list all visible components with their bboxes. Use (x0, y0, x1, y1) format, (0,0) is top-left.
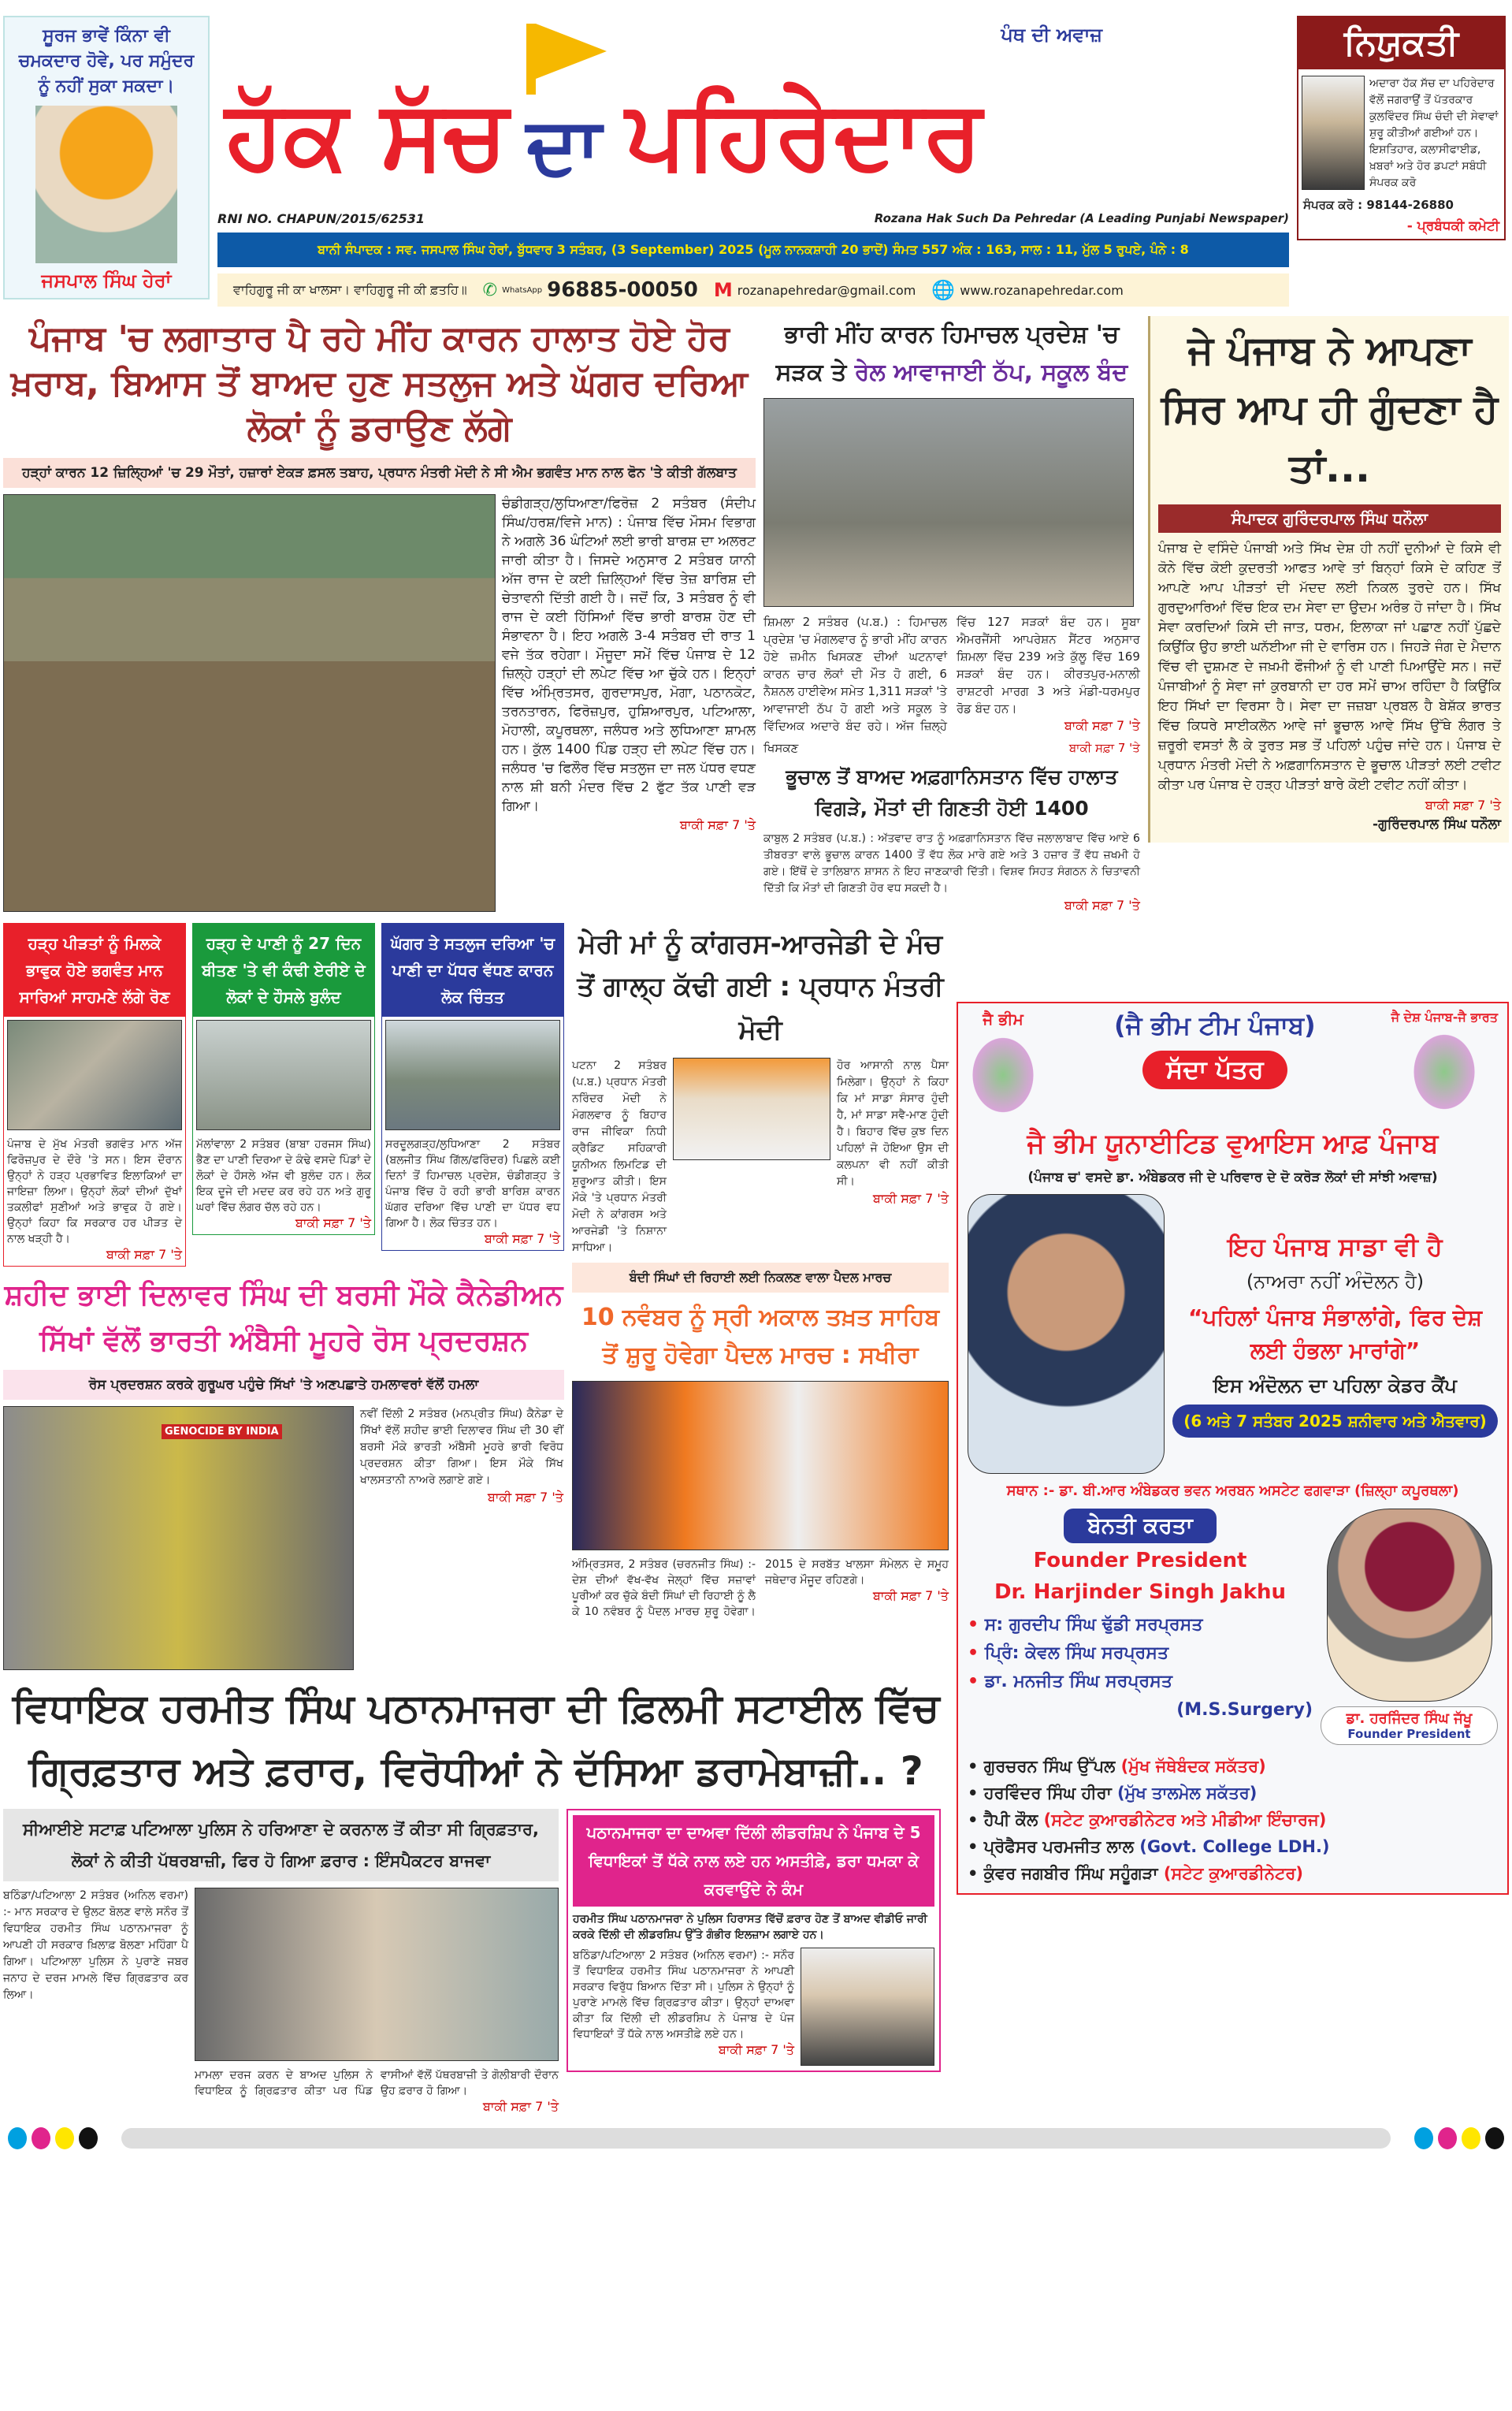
member-role: (ਮੁੱਖ ਤਾਲਮੇਲ ਸਕੱਤਰ) (1117, 1783, 1258, 1803)
jakhu-caption-title: Founder President (1347, 1726, 1471, 1741)
ad-invite-badge: ਸੱਦਾ ਪੱਤਰ (1142, 1051, 1287, 1090)
marks-right (1414, 2127, 1504, 2149)
patron-item: • ਪ੍ਰਿੰ: ਕੇਵਲ ਸਿੰਘ ਸਰਪ੍ਰਸਤ (968, 1643, 1169, 1663)
globe-icon: 🌐 (931, 279, 956, 301)
pink-content (573, 1948, 934, 2066)
flag-block (526, 24, 607, 197)
english-name: Rozana Hak Such Da Pehredar (A Leading Punjabi Newspaper) (874, 211, 1289, 225)
member-item: • ਹਰਵਿੰਦਰ ਸਿੰਘ ਹੀਰਾ (ਮੁੱਖ ਤਾਲਮੇਲ ਸਕੱਤਰ) (968, 1783, 1258, 1803)
website-group (931, 279, 1123, 301)
masthead-title (217, 16, 1289, 205)
ad-top-right (1391, 1010, 1498, 1115)
march-headline: 10 ਨਵੰਬਰ ਨੂੰ ਸ੍ਰੀ ਅਕਾਲ ਤਖ਼ਤ ਸਾਹਿਬ ਤੋਂ ਸ਼ੁਰੂ ਹੋਵੇਗਾ ਪੈਦਲ ਮਾਰਚ : ਸਖੀਰਾ (581, 1304, 940, 1370)
ad-members (968, 1753, 1498, 1887)
yellow-mark-icon (1462, 2127, 1480, 2149)
ad-patrons (968, 1611, 1313, 1725)
story-box (192, 923, 375, 1235)
magenta-mark-icon (32, 2127, 50, 2149)
ad-people-left (968, 1509, 1313, 1725)
ad-slogan-3: “ਪਹਿਲਾਂ ਪੰਜਾਬ ਸੰਭਾਲਾਂਗੇ, ਫਿਰ ਦੇਸ਼ ਲਈ ਹੰਭਲਾ ਮਾਰਾਂਗੇ” (1188, 1304, 1482, 1364)
story-box-photo (7, 1020, 182, 1130)
ad-people (968, 1509, 1498, 1745)
member-name: ਗੁਰਚਰਨ ਸਿੰਘ ਉੱਪਲ (983, 1756, 1116, 1776)
protest-banner: GENOCIDE BY INDIA (162, 1424, 282, 1439)
founder-quote: ਸੂਰਜ ਭਾਵੇਂ ਕਿੰਨਾ ਵੀ ਚਮਕਦਾਰ ਹੋਵੇ, ਪਰ ਸਮੁੰਦਰ ਨੂੰ ਨਹੀਂ ਸੁਕਾ ਸਕਦਾ। (18, 26, 195, 96)
continued-link[interactable]: ਬਾਕੀ ਸਫ਼ਾ 7 'ਤੇ (872, 1588, 949, 1604)
dilawar-subhead: ਰੋਸ ਪ੍ਰਦਰਸ਼ਨ ਕਰਕੇ ਗੁਰੂਘਰ ਪਹੁੰਚੇ ਸਿੱਖਾਂ 'ਤੇ ਅਣਪਛਾਤੇ ਹਮਲਾਵਰਾਂ ਵੱਲੋਂ ਹਮਲਾ (3, 1370, 564, 1400)
magenta-mark-icon (1438, 2127, 1457, 2149)
himachal-lead-end: ਖਿਸਕਣ (763, 741, 799, 755)
afghan-headline: ਭੂਚਾਲ ਤੋਂ ਬਾਅਦ ਅਫ਼ਗਾਨਿਸਤਾਨ ਵਿੱਚ ਹਾਲਾਤ ਵਿਗੜੇ, ਮੌਤਾਂ ਦੀ ਗਿਣਤੀ ਹੋਈ 1400 (786, 765, 1118, 820)
member-item: • ਕੁੰਵਰ ਜਗਬੀਰ ਸਿੰਘ ਸਹੂੰਗੜਾ (ਸਟੇਟ ਕੁਆਰਡੀਨੇਟਰ) (968, 1863, 1304, 1883)
member-role: (ਸਟੇਟ ਕੁਆਰਡੀਨੇਟਰ ਅਤੇ ਮੀਡੀਆ ਇੰਚਾਰਜ) (1043, 1810, 1327, 1829)
member-role: (Govt. College LDH.) (1139, 1836, 1330, 1856)
continued-link[interactable]: ਬਾਕੀ ਸਫ਼ਾ 7 'ਤੇ (487, 1490, 563, 1505)
second-row (3, 316, 1509, 913)
pathanmajra-body-2 (195, 2067, 559, 2115)
jakhu-portrait (1327, 1509, 1492, 1702)
modi-story (572, 923, 949, 1256)
ad-corner-left: ਜੈ ਭੀਮ (983, 1010, 1023, 1029)
ad-dates: (6 ਅਤੇ 7 ਸਤੰਬਰ 2025 ਸ਼ਨੀਵਾਰ ਅਤੇ ਐਤਵਾਰ) (1172, 1405, 1498, 1438)
lower-row (3, 923, 1509, 2115)
continued-link[interactable]: ਬਾਕੀ ਸਫ਼ਾ 7 'ਤੇ (1425, 798, 1501, 813)
story-box (3, 923, 186, 1267)
story-box-body-text: ਮੱਲਾਂਵਾਲਾ 2 ਸਤੰਬਰ (ਬਾਬਾ ਹਰਜਸ ਸਿੰਘ) ਭੈਣ ਦਾ ਪਾਣੀ ਦਿਰਆ ਦੇ ਕੰਢੇ ਵਸਦੇ ਪਿੰਡਾਂ ਦੇ ਲੋਕਾਂ ਦੇ ਹੌਸਲੇ ਅੱਜ ਵੀ ਬੁਲੰਦ ਹਨ। ਲੋਕ ਇਕ ਦੂਜੇ ਦੀ ਮਦਦ ਕਰ ਰਹੇ ਹਨ ਅਤੇ ਗੁਰੂ ਘਰਾਂ ਵਿੱਚ ਲੰਗਰ ਚੱਲ ਰਹੇ ਹਨ। (196, 1138, 371, 1214)
yellow-mark-icon (55, 2127, 74, 2149)
member-role: (ਸਟੇਟ ਕੁਆਰਡੀਨੇਟਰ) (1163, 1863, 1304, 1883)
afghan-body (763, 831, 1140, 913)
flood-body (502, 494, 756, 912)
story-box-body-text: ਪੰਜਾਬ ਦੇ ਮੁੱਖ ਮੰਤਰੀ ਭਗਵੰਤ ਮਾਨ ਅੱਜ ਫਿਰੋਜ਼ਪੁਰ ਦੇ ਦੌਰੇ 'ਤੇ ਸਨ। ਇਸ ਦੌਰਾਨ ਉਨ੍ਹਾਂ ਨੇ ਹੜ੍ਹ ਪ੍ਰਭਾਵਿਤ ਇਲਾਕਿਆਂ ਦਾ ਜਾਇਜ਼ਾ ਲਿਆ। ਉਨ੍ਹਾਂ ਲੋਕਾਂ ਦੀਆਂ ਦੁੱਖਾਂ ਤਕਲੀਫਾਂ ਸੁਣੀਆਂ ਅਤੇ ਭਾਵੁਕ ਹੋ ਗਏ। ਉਨ੍ਹਾਂ ਕਿਹਾ ਕਿ ਸਰਕਾਰ ਹਰ ਪੀੜਤ ਦੇ ਨਾਲ ਖੜ੍ਹੀ ਹੈ। (7, 1138, 182, 1245)
marks-left (8, 2127, 98, 2149)
member-item: • ਪ੍ਰੋਫੈਸਰ ਪਰਮਜੀਤ ਲਾਲ (Govt. College LDH.) (968, 1836, 1330, 1856)
pathanmajra-content (3, 1888, 559, 2115)
story-box-headline: ਹੜ੍ਹ ਦੇ ਪਾਣੀ ਨੂੰ 27 ਦਿਨ ਬੀਤਣ 'ਤੇ ਵੀ ਕੰਢੀ ਏਰੀਏ ਦੇ ਲੋਕਾਂ ਦੇ ਹੌਸਲੇ ਬੁਲੰਦ (193, 924, 374, 1017)
patron-item: • ਡਾ. ਮਨਜੀਤ ਸਿੰਘ ਸਰਪ੍ਰਸਤ (968, 1671, 1172, 1691)
email-group (714, 279, 916, 301)
appointment-sign: - ਪ੍ਰਬੰਧਕੀ ਕਮੇਟੀ (1406, 218, 1499, 234)
ad-team: (ਜੈ ਭੀਮ ਟੀਮ ਪੰਜਾਬ) (1113, 1010, 1316, 1040)
continued-link[interactable]: ਬਾਕੀ ਸਫ਼ਾ 7 'ਤੇ (679, 817, 756, 832)
masthead-title-1: ਹੱਕ ਸੱਚ (225, 80, 508, 190)
motto: ਵਾਹਿਗੁਰੂ ਜੀ ਕਾ ਖਾਲਸਾ। ਵਾਹਿਗੁਰੂ ਜੀ ਕੀ ਫ਼ਤਹਿ॥ (233, 282, 467, 297)
himachal-headline-line2b: ਰੇਲ ਆਵਾਜਾਈ ਠੱਪ, ਸਕੂਲ ਬੰਦ (854, 359, 1128, 386)
patron-name: ਡਾ. ਮਨਜੀਤ ਸਿੰਘ ਸਰਪ੍ਰਸਤ (984, 1671, 1172, 1691)
himachal-body-text: ਸ਼ਿਮਲਾ 2 ਸਤੰਬਰ (ਪ.ਬ.) : ਹਿਮਾਚਲ ਪ੍ਰਦੇਸ਼ 'ਚ ਮੰਗਲਵਾਰ ਨੂੰ ਭਾਰੀ ਮੀਂਹ ਕਾਰਨ ਹੋਏ ਜ਼ਮੀਨ ਖਿਸਕਣ ਦੀਆਂ ਘਟਨਾਵਾਂ ਕਾਰਨ ਚਾਰ ਲੋਕਾਂ ਦੀ ਮੌਤ ਹੋ ਗਈ, 6 ਨੈਸ਼ਨਲ ਹਾਈਵੇਅ ਸਮੇਤ 1,311 ਸੜਕਾਂ 'ਤੇ ਆਵਾਜਾਈ ਠੱਪ ਹੋ ਗਈ ਅਤੇ ਸਕੂਲ ਤੇ ਵਿੱਦਿਅਕ ਅਦਾਰੇ ਬੰਦ ਰਹੇ। ਅੱਜ ਜ਼ਿਲ੍ਹੇ ਵਿੱਚ 127 ਸੜਕਾਂ ਬੰਦ ਹਨ। ਸੂਬਾ ਐਮਰਜੈਂਸੀ ਆਪਰੇਸ਼ਨ ਸੈਂਟਰ ਅਨੁਸਾਰ ਸ਼ਿਮਲਾ ਵਿੱਚ 239 ਅਤੇ ਕੁੱਲੂ ਵਿੱਚ 169 ਸੜਕਾਂ ਬੰਦ ਹਨ। ਕੀਰਤਪੁਰ-ਮਨਾਲੀ ਰਾਸ਼ਟਰੀ ਮਾਰਗ 3 ਅਤੇ ਮੰਡੀ-ਧਰਮਪੁਰ ਰੋਡ ਬੰਦ ਹਨ। (763, 615, 1140, 733)
pink-lede: ਹਰਮੀਤ ਸਿੰਘ ਪਠਾਨਮਾਜਰਾ ਨੇ ਪੁਲਿਸ ਹਿਰਾਸਤ ਵਿੱਚੋਂ ਫ਼ਰਾਰ ਹੋਣ ਤੋਂ ਬਾਅਦ ਵੀਡੀਓ ਜਾਰੀ ਕਰਕੇ ਦਿੱਲੀ ਦੀ ਲੀਡਰਸ਼ਿਪ ਉੱਤੇ ਗੰਭੀਰ ਇਲਜ਼ਾਮ ਲਗਾਏ ਹਨ। (573, 1913, 927, 1942)
member-name: ਹਰਵਿੰਦਰ ਸਿੰਘ ਹੀਰਾ (983, 1783, 1112, 1803)
ad-requester-badge: ਬੇਨਤੀ ਕਰਤਾ (1064, 1509, 1216, 1543)
dilawar-story (3, 1273, 564, 1670)
whatsapp-icon: ✆ (482, 280, 498, 300)
member-name: ਕੁੰਵਰ ਜਗਬੀਰ ਸਿੰਘ ਸਹੂੰਗੜਾ (983, 1863, 1158, 1883)
founder-name: ਜਸਪਾਲ ਸਿੰਘ ਹੇਰਾਂ (41, 270, 172, 292)
continued-link[interactable]: ਬਾਕੀ ਸਫ਼ਾ 7 'ਤੇ (482, 2099, 559, 2115)
punjab-map-logo-left (968, 1032, 1038, 1118)
ad-slogan-1: ਇਹ ਪੰਜਾਬ ਸਾਡਾ ਵੀ ਹੈ (1228, 1231, 1443, 1262)
masthead-info (217, 211, 1289, 226)
ad-org-name: ਜੈ ਭੀਮ ਯੂਨਾਈਟਿਡ ਵੁਆਇਸ ਆਫ਼ ਪੰਜਾਬ (1027, 1128, 1439, 1159)
cyan-mark-icon (1414, 2127, 1433, 2149)
modi-photo (673, 1058, 830, 1160)
color-boxes (3, 923, 564, 1267)
story-box-photo (196, 1020, 371, 1130)
editorial-body-text: ਪੰਜਾਬ ਦੇ ਵਸਿੰਦੇ ਪੰਜਾਬੀ ਅਤੇ ਸਿੱਖ ਦੇਸ਼ ਹੀ ਨਹੀਂ ਦੁਨੀਆਂ ਦੇ ਕਿਸੇ ਵੀ ਕੋਨੇ ਵਿੱਚ ਕੋਈ ਕੁਦਰਤੀ ਆਫਤ ਆਵੇ ਤਾਂ ਬਿਨ੍ਹਾਂ ਕਿਸੇ ਦੇ ਕਹਿਣ ਤੋਂ ਆਪਣੇ ਆਪ ਪੀੜਤਾਂ ਦੀ ਮੱਦਦ ਲਈ ਨਿਕਲ ਤੁਰਦੇ ਹਨ। ਸਿੱਖ ਗੁਰਦੁਆਰਿਆਂ ਵਿੱਚ ਇਕ ਦਮ ਸੇਵਾ ਦਾ ਉਦਮ ਅਰੰਭ ਹੋ ਜਾਂਦਾ ਹੈ। ਸਿੱਖ ਸੇਵਾ ਕਰਦਿਆਂ ਕਿਸੇ ਦੀ ਜਾਤ, ਧਰਮ, ਇਲਾਕਾ ਜਾਂ ਪਛਾਣ ਨਹੀਂ ਪੁੱਛਦੇ ਕਿਉਂਕਿ ਉਹ ਭਾਈ ਘਨੱਈਆ ਜੀ ਦੇ ਵਾਰਿਸ ਹਨ। ਜਿਹੜੇ ਜੰਗ ਦੇ ਮੈਦਾਨ ਵਿੱਚ ਵੀ ਦੁਸ਼ਮਣ ਦੇ ਜਖ਼ਮੀ ਫੌਜੀਆਂ ਨੂੰ ਵੀ ਪਾਣੀ ਪਿਆਉਂਦੇ ਸਨ। ਜਦੋਂ ਪੰਜਾਬੀਆਂ ਨੂੰ ਸੇਵਾ ਜਾਂ ਕੁਰਬਾਨੀ ਦਾ ਹਰ ਸਮੇਂ ਚਾਅ ਰਹਿੰਦਾ ਹੈ ਕਿਉਂਕਿ ਇਹ ਸਿੱਖਾਂ ਦਾ ਵਿਰਸਾ ਹੈ। ਸੇਵਾ ਦਾ ਜਜ਼ਬਾ ਪ੍ਰਬਲ ਹੈ ਬੇਸ਼ੱਕ ਭਾਰਤ ਵਿੱਚ ਕਿਧਰੇ ਸਾਈਕਲੋਨ ਆਵੇ ਜਾਂ ਭੂਚਾਲ ਆਵੇ ਸਿੱਖ ਉੱਥੇ ਲੰਗਰ ਤੇ ਜ਼ਰੂਰੀ ਵਸਤਾਂ ਲੈ ਕੇ ਤੁਰਤ ਸਭ ਤੋਂ ਪਹਿਲਾਂ ਪਹੁੰਚ ਜਾਂਦੇ ਹਨ। ਪੰਜਾਬ ਦੇ ਪ੍ਰਧਾਨ ਮੰਤਰੀ ਮੋਦੀ ਨੇ ਅਫ਼ਗਾਨਿਸਤਾਨ ਦੇ ਭੂਚਾਲ ਪੀੜਤਾਂ ਲਈ ਟਵੀਟ ਕੀਤਾ ਪਰ ਪੰਜਾਬ ਦੇ ਹੜ੍ਹ ਪੀੜਤਾਂ ਬਾਰੇ ਕੋਈ ਟਵੀਟ ਨਹੀਂ ਕੀਤਾ। (1157, 541, 1501, 793)
middle-stack (572, 923, 949, 1620)
top-row (3, 16, 1509, 307)
march-body-text: ਅੰਮ੍ਰਿਤਸਰ, 2 ਸਤੰਬਰ (ਚਰਨਜੀਤ ਸਿੰਘ) :- ਦੇਸ਼ ਦੀਆਂ ਵੱਖ-ਵੱਖ ਜੇਲ੍ਹਾਂ ਵਿੱਚ ਸਜ਼ਾਵਾਂ ਪੂਰੀਆਂ ਕਰ ਚੁੱਕੇ ਬੰਦੀ ਸਿੰਘਾਂ ਦੀ ਰਿਹਾਈ ਨੂੰ ਲੈ ਕੇ 10 ਨਵੰਬਰ ਨੂੰ ਪੈਦਲ ਮਾਰਚ ਸ਼ੁਰੂ ਹੋਵੇਗਾ। 2015 ਦੇ ਸਰਬੱਤ ਖਾਲਸਾ ਸੰਮੇਲਨ ਦੇ ਸਮੂਹ ਜਥੇਦਾਰ ਮੌਜੂਦ ਰਹਿਣਗੇ। (572, 1558, 949, 1619)
appointment-content (1298, 76, 1504, 192)
flood-body-text: ਚੰਡੀਗੜ੍ਹ/ਲੁਧਿਆਣਾ/ਫਿਰੋਜ਼ 2 ਸਤੰਬਰ (ਸੰਦੀਪ ਸਿੰਘ/ਹਰਸ਼/ਵਿਜੇ ਮਾਨ) : ਪੰਜਾਬ ਵਿੱਚ ਮੌਸਮ ਵਿਭਾਗ ਨੇ ਅਗਲੇ 36 ਘੰਟਿਆਂ ਲਈ ਭਾਰੀ ਬਾਰਸ਼ ਦਾ ਅਲਰਟ ਜਾਰੀ ਕੀਤਾ ਹੈ। ਜਿਸਦੇ ਅਨੁਸਾਰ 2 ਸਤੰਬਰ ਯਾਨੀ ਅੱਜ ਰਾਜ ਦੇ ਕਈ ਜ਼ਿਲ੍ਹਿਆਂ ਵਿੱਚ ਤੇਜ਼ ਬਾਰਿਸ਼ ਦੀ ਚੇਤਾਵਨੀ ਦਿੱਤੀ ਗਈ ਹੈ। ਜਦੋਂ ਕਿ, 3 ਸਤੰਬਰ ਨੂੰ ਵੀ ਰਾਜ ਦੇ ਕਈ ਹਿੱਸਿਆਂ ਵਿੱਚ ਭਾਰੀ ਬਾਰਸ਼ ਹੋਣ ਦੀ ਸੰਭਾਵਨਾ ਹੈ। ਇਹ ਅਗਲੇ 3-4 ਸਤੰਬਰ ਦੀ ਰਾਤ 1 ਵਜੇ ਤੱਕ ਰਹੇਗਾ। ਮੌਜੂਦਾ ਸਮੇਂ ਵਿੱਚ ਪੰਜਾਬ ਦੇ 12 ਜ਼ਿਲ੍ਹੇ ਹੜ੍ਹਾਂ ਦੀ ਲਪੇਟ ਵਿੱਚ ਆ ਚੁੱਕੇ ਹਨ। ਇਨ੍ਹਾਂ ਵਿੱਚ ਅੰਮ੍ਰਿਤਸਰ, ਗੁਰਦਾਸਪੁਰ, ਮੋਗਾ, ਪਠਾਨਕੋਟ, ਤਰਨਤਾਰਨ, ਫਿਰੋਜ਼ਪੁਰ, ਹੁਸ਼ਿਆਰਪੁਰ, ਪਟਿਆਲਾ, ਮੋਹਾਲੀ, ਕਪੂਰਥਲਾ, ਜਲੰਧਰ ਅਤੇ ਲੁਧਿਆਣਾ ਸ਼ਾਮਲ ਹਨ। ਕੁੱਲ 1400 ਪਿੰਡ ਹੜ੍ਹ ਦੀ ਲਪੇਟ ਵਿੱਚ ਹਨ। ਜਲੰਧਰ 'ਚ ਫਿਲੌਰ ਵਿੱਚ ਸਤਲੁਜ ਦਾ ਜਲ ਪੱਧਰ ਵਧਣ ਨਾਲ ਸ਼ੀ ਬਨੀ ਮੰਦਰ ਵਿੱਚ 2 ਫੁੱਟ ਤੱਕ ਪਾਣੀ ਵੜ ਗਿਆ। (502, 495, 756, 814)
pathanmajra-media (195, 1888, 559, 2115)
ad-founder-title: Founder President (1033, 1549, 1247, 1573)
email-link[interactable]: rozanapehredar@gmail.com (737, 282, 916, 298)
pathanmajra-row (3, 1809, 949, 2115)
pathanmajra-photo (195, 1888, 559, 2061)
pathanmajra-body (3, 1888, 188, 2004)
modi-body-left (572, 1058, 667, 1256)
issue-bar: ਬਾਨੀ ਸੰਪਾਦਕ : ਸਵ. ਜਸਪਾਲ ਸਿੰਘ ਹੇਰਾਂ, ਬੁੱਧਵਾਰ 3 ਸਤੰਬਰ, (3 September) 2025 (ਮੂਲ ਨਾਨਕਸ਼ਾਹੀ 20 ਭਾਦੋਂ) ਸੰਮਤ 557 ਅੰਕ : 163, ਸਾਲ : 11, ਮੁੱਲ 5 ਰੁਪਏ, ਪੰਨੇ : 8 (217, 233, 1289, 267)
member-item: • ਹੈਪੀ ਕੌਲ (ਸਟੇਟ ਕੁਆਰਡੀਨੇਟਰ ਅਤੇ ਮੀਡੀਆ ਇੰਚਾਰਜ) (968, 1810, 1327, 1829)
pink-body-text: ਬਠਿੰਡਾ/ਪਟਿਆਲਾ 2 ਸਤੰਬਰ (ਅਨਿਲ ਵਰਮਾ) :- ਸਨੌਰ ਤੋਂ ਵਿਧਾਇਕ ਹਰਮੀਤ ਸਿੰਘ ਪਠਾਨਮਾਜਰਾ ਨੇ ਆਪਣੀ ਸਰਕਾਰ ਵਿਰੁੱਧ ਬਿਆਨ ਦਿੱਤਾ ਸੀ। ਪੁਲਿਸ ਨੇ ਉਨ੍ਹਾਂ ਨੂੰ ਪੁਰਾਣੇ ਮਾਮਲੇ ਵਿੱਚ ਗ੍ਰਿਫ਼ਤਾਰ ਕੀਤਾ। ਉਨ੍ਹਾਂ ਦਾਅਵਾ ਕੀਤਾ ਕਿ ਦਿੱਲੀ ਦੀ ਲੀਡਰਸ਼ਿਪ ਨੇ ਪੰਜਾਬ ਦੇ ਪੰਜ ਵਿਧਾਇਕਾਂ ਤੋਂ ਧੱਕੇ ਨਾਲ ਅਸਤੀਫ਼ੇ ਲਏ ਹਨ। (573, 1949, 794, 2041)
masthead-tagline: ਪੰਥ ਦੀ ਅਵਾਜ਼ (1001, 24, 1103, 46)
founder-box (3, 16, 210, 300)
pink-headline: ਪਠਾਨਮਾਜਰਾ ਦਾ ਦਾਅਵਾ ਦਿੱਲੀ ਲੀਡਰਸ਼ਿਪ ਨੇ ਪੰਜਾਬ ਦੇ 5 ਵਿਧਾਇਕਾਂ ਤੋਂ ਧੱਕੇ ਨਾਲ ਲਏ ਹਨ ਅਸਤੀਫ਼ੇ, ਡਰਾ ਧਮਕਾ ਕੇ ਕਰਵਾਉਂਦੇ ਨੇ ਕੰਮ (573, 1815, 934, 1907)
flood-subhead: ਹੜ੍ਹਾਂ ਕਾਰਨ 12 ਜ਼ਿਲ੍ਹਿਆਂ 'ਚ 29 ਮੌਤਾਂ, ਹਜ਼ਾਰਾਂ ਏਕੜ ਫ਼ਸਲ ਤਬਾਹ, ਪ੍ਰਧਾਨ ਮੰਤਰੀ ਮੋਦੀ ਨੇ ਸੀ ਐਮ ਭਗਵੰਤ ਮਾਨ ਨਾਲ ਫੋਨ 'ਤੇ ਕੀਤੀ ਗੱਲਬਾਤ (3, 458, 756, 488)
pathanmajra-subhead: ਸੀਆਈਏ ਸਟਾਫ਼ ਪਟਿਆਲਾ ਪੁਲਿਸ ਨੇ ਹਰਿਆਣਾ ਦੇ ਕਰਨਾਲ ਤੋਂ ਕੀਤਾ ਸੀ ਗ੍ਰਿਫ਼ਤਾਰ, ਲੋਕਾਂ ਨੇ ਕੀਤੀ ਪੱਥਰਬਾਜ਼ੀ, ਫਿਰ ਹੋ ਗਿਆ ਫ਼ਰਾਰ : ਇੰਸਪੈਕਟਰ ਬਾਜਵਾ (3, 1809, 559, 1881)
story-box (381, 923, 564, 1251)
appointee-photo (1302, 76, 1365, 190)
story-box-body-text: ਸਰਦੂਲਗੜ੍ਹ/ਲੁਧਿਆਣਾ 2 ਸਤੰਬਰ (ਬਲਜੀਤ ਸਿੰਘ ਗਿੱਲ/ਫਰਿੰਦਰ) ਪਿਛਲੇ ਕਈ ਦਿਨਾਂ ਤੋਂ ਹਿਮਾਚਲ ਪ੍ਰਦੇਸ਼, ਚੰਡੀਗੜ੍ਹ ਤੇ ਪੰਜਾਬ ਵਿੱਚ ਹੋ ਰਹੀ ਭਾਰੀ ਬਾਰਿਸ਼ ਕਾਰਨ ਘੱਗਰ ਦਰਿਆ ਵਿੱਚ ਪਾਣੀ ਦਾ ਪੱਧਰ ਵਧ ਗਿਆ ਹੈ। ਲੋਕ ਚਿੰਤਤ ਹਨ। (385, 1138, 560, 1230)
modi-body-right-text: ਹੋਰ ਆਸਾਨੀ ਨਾਲ ਪੈਸਾ ਮਿਲੇਗਾ। ਉਨ੍ਹਾਂ ਨੇ ਕਿਹਾ ਕਿ ਮਾਂ ਸਾਡਾ ਸੰਸਾਰ ਹੁੰਦੀ ਹੈ, ਮਾਂ ਸਾਡਾ ਸਵੈ-ਮਾਣ ਹੁੰਦੀ ਹੈ। ਬਿਹਾਰ ਵਿੱਚ ਕੁਝ ਦਿਨ ਪਹਿਲਾਂ ਜੋ ਹੋਇਆ ਉਸ ਦੀ ਕਲਪਨਾ ਵੀ ਨਹੀਂ ਕੀਤੀ ਸੀ। (837, 1059, 949, 1189)
himachal-headline-line2a: ਸੜਕ ਤੇ (775, 359, 847, 386)
afghan-story (763, 741, 1140, 913)
website-link[interactable]: www.rozanapehredar.com (960, 282, 1124, 298)
story-box-body (193, 1133, 374, 1234)
punjab-map-logo-right (1409, 1029, 1480, 1115)
pathanmajra-body-2-text: ਮਾਮਲਾ ਦਰਜ ਕਰਨ ਦੇ ਬਾਅਦ ਪੁਲਿਸ ਨੇ ਵਿਧਾਇਕ ਨੂੰ ਗ੍ਰਿਫ਼ਤਾਰ ਕੀਤਾ ਪਰ ਪਿੰਡ ਵਾਸੀਆਂ ਵੱਲੋਂ ਪੱਥਰਬਾਜ਼ੀ ਤੇ ਗੋਲੀਬਾਰੀ ਦੌਰਾਨ ਉਹ ਫ਼ਰਾਰ ਹੋ ਗਿਆ। (195, 2069, 559, 2098)
pink-body (573, 1948, 794, 2058)
appointment-box (1297, 16, 1506, 240)
continued-link[interactable]: ਬਾਕੀ ਸਫ਼ਾ 7 'ਤੇ (106, 1247, 182, 1262)
editorial (1148, 316, 1509, 843)
flag-icon (536, 24, 607, 79)
march-kicker: ਬੰਦੀ ਸਿੰਘਾਂ ਦੀ ਰਿਹਾਈ ਲਈ ਨਿਕਲਣ ਵਾਲਾ ਪੈਦਲ ਮਾਰਚ (572, 1263, 949, 1293)
masthead (217, 16, 1289, 307)
continued-link[interactable]: ਬਾਕੀ ਸਫ਼ਾ 7 'ਤੇ (295, 1215, 371, 1230)
whatsapp-group (483, 278, 698, 302)
story-box-photo (385, 1020, 560, 1130)
jai-bhim-ad (957, 1002, 1509, 1895)
flood-story (3, 316, 756, 912)
story-box-headline: ਘੱਗਰ ਤੇ ਸਤਲੁਜ ਦਰਿਆ 'ਚ ਪਾਣੀ ਦਾ ਪੱਧਰ ਵੱਧਣ ਕਾਰਨ ਲੋਕ ਚਿੰਤਤ (382, 924, 563, 1017)
ad-slogan-2: (ਨਾਅਰਾ ਨਹੀਂ ਅੰਦੋਲਨ ਹੈ) (1246, 1271, 1425, 1293)
editorial-body (1158, 539, 1501, 835)
modi-content (572, 1058, 949, 1256)
black-mark-icon (79, 2127, 98, 2149)
flood-photo (3, 494, 496, 912)
patron-name: ਸ: ਗੁਰਦੀਪ ਸਿੰਘ ਢੁੱਡੀ ਸਰਪ੍ਰਸਤ (984, 1614, 1203, 1635)
pink-photo (801, 1948, 934, 2066)
continued-link[interactable]: ਬਾਕੀ ਸਫ਼ਾ 7 'ਤੇ (1068, 741, 1140, 755)
himachal-body (763, 613, 1140, 735)
lower-left (3, 923, 949, 2115)
lower-left-top (3, 923, 949, 1670)
ambedkar-portrait (968, 1194, 1165, 1474)
pathanmajra-body-text: ਬਠਿੰਡਾ/ਪਟਿਆਲਾ 2 ਸਤੰਬਰ (ਅਨਿਲ ਵਰਮਾ) :- ਮਾਨ ਸਰਕਾਰ ਦੇ ਉਲਟ ਬੋਲਣ ਵਾਲੇ ਸਨੌਰ ਤੋਂ ਵਿਧਾਇਕ ਹਰਮੀਤ ਸਿੰਘ ਪਠਾਨਮਾਜਰਾ ਨੂੰ ਆਪਣੀ ਹੀ ਸਰਕਾਰ ਖ਼ਿਲਾਫ਼ ਬੋਲਣਾ ਮਹਿੰਗਾ ਪੈ ਗਿਆ। ਪਟਿਆਲਾ ਪੁਲਿਸ ਨੇ ਪੁਰਾਣੇ ਜਬਰ ਜਨਾਹ ਦੇ ਦਰਜ ਮਾਮਲੇ ਵਿੱਚ ਗ੍ਰਿਫ਼ਤਾਰ ਕਰ ਲਿਆ। (3, 1889, 188, 2002)
founder-photo (35, 106, 177, 263)
march-story (572, 1263, 949, 1620)
pathanmajra-headline: ਵਿਧਾਇਕ ਹਰਮੀਤ ਸਿੰਘ ਪਠਾਨਮਾਜਰਾ ਦੀ ਫ਼ਿਲਮੀ ਸਟਾਈਲ ਵਿੱਚ ਗ੍ਰਿਫ਼ਤਾਰ ਅਤੇ ਫ਼ਰਾਰ, ਵਿਰੋਧੀਆਂ ਨੇ ਦੱਸਿਆ ਡਰਾਮੇਬਾਜ਼ੀ.. ? (12, 1685, 940, 1795)
story-box-body (382, 1133, 563, 1250)
ad-corner-right: ਜੈ ਦੇਸ਼ ਪੰਜਾਬ-ਜੈ ਭਾਰਤ (1391, 1010, 1498, 1025)
continued-link[interactable]: ਬਾਕੀ ਸਫ਼ਾ 7 'ਤੇ (484, 1231, 560, 1246)
gmail-icon: M (713, 279, 733, 301)
continued-link[interactable]: ਬਾਕੀ ਸਫ਼ਾ 7 'ਤੇ (1064, 718, 1140, 733)
himachal-column (763, 316, 1140, 913)
appointment-title: ਨਿਯੁਕਤੀ (1298, 17, 1504, 69)
registration-marks (3, 2123, 1509, 2153)
modi-body-left-text: ਪਟਨਾ 2 ਸਤੰਬਰ (ਪ.ਬ.) ਪ੍ਰਧਾਨ ਮੰਤਰੀ ਨਰਿੰਦਰ ਮੋਦੀ ਨੇ ਮੰਗਲਵਾਰ ਨੂੰ ਬਿਹਾਰ ਰਾਜ ਜੀਵਿਕਾ ਨਿਧੀ ਕ੍ਰੈਡਿਟ ਸਹਿਕਾਰੀ ਯੂਨੀਅਨ ਲਿਮਟਿਡ ਦੀ ਸ਼ੁਰੂਆਤ ਕੀਤੀ। ਇਸ ਮੌਕੇ 'ਤੇ ਪ੍ਰਧਾਨ ਮੰਤਰੀ ਮੋਦੀ ਨੇ ਕਾਂਗਰਸ ਅਤੇ ਆਰਜੇਡੀ 'ਤੇ ਨਿਸ਼ਾਨਾ ਸਾਧਿਆ। (572, 1059, 667, 1255)
protest-photo (3, 1406, 354, 1670)
march-photo (572, 1381, 949, 1550)
patron-name: ਪ੍ਰਿੰ: ਕੇਵਲ ਸਿੰਘ ਸਰਪ੍ਰਸਤ (984, 1643, 1169, 1663)
patron-item: • ਸ: ਗੁਰਦੀਪ ਸਿੰਘ ਢੁੱਡੀ ਸਰਪ੍ਰਸਤ (968, 1614, 1203, 1635)
ad-org-sub: (ਪੰਜਾਬ ਚ' ਵਸਦੇ ਡਾ. ਅੰਬੇਡਕਰ ਜੀ ਦੇ ਪਰਿਵਾਰ ਦੇ ਦੋ ਕਰੋੜ ਲੋਕਾਂ ਦੀ ਸਾਂਝੀ ਅਵਾਜ਼) (1027, 1170, 1438, 1186)
jakhu-caption-name: ਡਾ. ਹਰਜਿੰਦਰ ਸਿੰਘ ਜੱਖੂ (1346, 1710, 1473, 1727)
dilawar-body (360, 1406, 563, 1670)
himachal-photo (763, 398, 1134, 607)
black-mark-icon (1485, 2127, 1504, 2149)
modi-body-right (837, 1058, 949, 1207)
cyan-mark-icon (8, 2127, 27, 2149)
patron-note: (M.S.Surgery) (1176, 1699, 1313, 1720)
ad-middle (968, 1194, 1498, 1474)
member-role: (ਮੁੱਖ ਜੱਥੇਬੰਦਕ ਸਕੱਤਰ) (1120, 1756, 1266, 1776)
whatsapp-label: WhatsApp (502, 285, 543, 295)
member-name: ਹੈਪੀ ਕੌਲ (983, 1810, 1038, 1829)
contact-bar (217, 273, 1289, 307)
member-item: • ਗੁਰਚਰਨ ਸਿੰਘ ਉੱਪਲ (ਮੁੱਖ ਜੱਥੇਬੰਦਕ ਸਕੱਤਰ) (968, 1756, 1266, 1776)
editorial-sign: -ਗੁਰਿੰਦਰਪਾਲ ਸਿੰਘ ਧਨੌਲਾ (1373, 817, 1501, 832)
appointment-text: ਅਦਾਰਾ ਹੱਕ ਸੱਚ ਦਾ ਪਹਿਰੇਦਾਰ ਵੱਲੋਂ ਜਗਰਾਉਂ ਤੋਂ ਪੱਤਰਕਾਰ ਕੁਲਵਿੰਦਰ ਸਿੰਘ ਚੰਦੀ ਦੀ ਸੇਵਾਵਾਂ ਸ਼ੁਰੂ ਕੀਤੀਆਂ ਗਈਆਂ ਹਨ। ਇਸ਼ਤਿਹਾਰ, ਕਲਾਸੀਫਾਈਡ, ਖ਼ਬਰਾਂ ਅਤੇ ਹੋਰ ਡਪਟਾਂ ਸਬੰਧੀ ਸੰਪਰਕ ਕਰੋ (1369, 77, 1499, 189)
ad-camp: ਇਸ ਅੰਦੋਲਨ ਦਾ ਪਹਿਲਾ ਕੇਡਰ ਕੈਂਪ (1213, 1374, 1457, 1397)
pathanmajra-story (3, 1809, 559, 2115)
march-body (572, 1557, 949, 1620)
ad-venue: ਸਥਾਨ :- ਡਾ. ਬੀ.ਆਰ ਅੰਬੇਡਕਰ ਭਵਨ ਅਰਬਨ ਅਸਟੇਟ ਫਗਵਾੜਾ (ਜ਼ਿਲ੍ਹਾ ਕਪੂਰਥਲਾ) (1006, 1483, 1459, 1500)
member-name: ਪ੍ਰੋਫੈਸਰ ਪਰਮਜੀਤ ਲਾਲ (983, 1836, 1134, 1856)
whatsapp-number[interactable]: 96885-00050 (547, 278, 698, 302)
continued-link[interactable]: ਬਾਕੀ ਸਫ਼ਾ 7 'ਤੇ (718, 2042, 794, 2058)
pink-story (567, 1809, 941, 2072)
continued-link[interactable]: ਬਾਕੀ ਸਫ਼ਾ 7 'ਤੇ (872, 1191, 949, 1207)
himachal-headline-line1: ਭਾਰੀ ਮੀਂਹ ਕਾਰਨ ਹਿਮਾਚਲ ਪ੍ਰਦੇਸ਼ 'ਚ (784, 321, 1120, 348)
ad-top-center (1038, 1010, 1391, 1089)
editorial-byline: ਸੰਪਾਦਕ ਗੁਰਿੰਦਰਪਾਲ ਸਿੰਘ ਧਨੌਲਾ (1158, 504, 1501, 533)
khanda-flag-icon (526, 24, 536, 95)
ad-top-left (968, 1010, 1038, 1118)
flood-headline: ਪੰਜਾਬ 'ਚ ਲਗਾਤਾਰ ਪੈ ਰਹੇ ਮੀਂਹ ਕਾਰਨ ਹਾਲਾਤ ਹੋਏ ਹੋਰ ਖ਼ਰਾਬ, ਬਿਆਸ ਤੋਂ ਬਾਅਦ ਹੁਣ ਸਤਲੁਜ ਅਤੇ ਘੱਗਰ ਦਰਿਆ ਲੋਕਾਂ ਨੂੰ ਡਰਾਉਣ ਲੱਗੇ (10, 318, 749, 449)
afghan-body-text: ਕਾਬੁਲ 2 ਸਤੰਬਰ (ਪ.ਬ.) : ਅੱਤਵਾਦ ਰਾਤ ਨੂੰ ਅਫ਼ਗਾਨਿਸਤਾਨ ਵਿੱਚ ਜਲਾਲਾਬਾਦ ਵਿੱਚ ਆਏ 6 ਤੀਬਰਤਾ ਵਾਲੇ ਭੂਚਾਲ ਕਾਰਨ 1400 ਤੋਂ ਵੱਧ ਲੋਕ ਮਾਰੇ ਗਏ ਅਤੇ 3 ਹਜ਼ਾਰ ਤੋਂ ਵੱਧ ਜ਼ਖਮੀ ਹੋ ਗਏ। ਇੱਥੋਂ ਦੇ ਤਾਲਿਬਾਨ ਸ਼ਾਸਨ ਨੇ ਇਹ ਜਾਣਕਾਰੀ ਦਿੱਤੀ। ਵਿਸ਼ਵ ਸਿਹਤ ਸੰਗਠਨ ਨੇ ਚਿਤਾਵਨੀ ਦਿੱਤੀ ਕਿ ਮੌਤਾਂ ਦੀ ਗਿਣਤੀ ਹੋਰ ਵਧ ਸਕਦੀ ਹੈ। (763, 832, 1140, 895)
masthead-title-2: ਦਾ (526, 99, 601, 192)
flood-content (3, 494, 756, 912)
rni-number: RNI NO. CHAPUN/2015/62531 (217, 211, 425, 226)
ad-founder-name: Dr. Harjinder Singh Jakhu (994, 1579, 1287, 1604)
jakhu-caption (1321, 1706, 1498, 1745)
masthead-title-3: ਪਹਿਰੇਦਾਰ (626, 80, 983, 190)
dilawar-content (3, 1406, 564, 1670)
story-box-body (4, 1133, 185, 1266)
appointment-contact: ਸੰਪਰਕ ਕਰੋ : 98144-26880 (1303, 198, 1454, 212)
story-box-headline: ਹੜ੍ਹ ਪੀੜਤਾਂ ਨੂੰ ਮਿਲਕੇ ਭਾਵੁਕ ਹੋਏ ਭਗਵੰਤ ਮਾਨ ਸਾਰਿਆਂ ਸਾਹਮਣੇ ਲੱਗੇ ਰੋਣ (4, 924, 185, 1017)
editorial-headline: ਜੇ ਪੰਜਾਬ ਨੇ ਆਪਣਾ ਸਿਰ ਆਪ ਹੀ ਗੁੰਦਣਾ ਹੈ ਤਾਂ... (1161, 327, 1499, 491)
himachal-headline (763, 316, 1140, 392)
modi-headline: ਮੇਰੀ ਮਾਂ ਨੂੰ ਕਾਂਗਰਸ-ਆਰਜੇਡੀ ਦੇ ਮੰਚ ਤੋਂ ਗਾਲ੍ਹ ਕੱਢੀ ਗਈ : ਪ੍ਰਧਾਨ ਮੰਤਰੀ ਮੋਦੀ (577, 928, 944, 1046)
ad-people-right (1321, 1509, 1498, 1745)
left-stack (3, 923, 564, 1670)
ad-slogans (1172, 1231, 1498, 1438)
dilawar-headline: ਸ਼ਹੀਦ ਭਾਈ ਦਿਲਾਵਰ ਸਿੰਘ ਦੀ ਬਰਸੀ ਮੌਕੇ ਕੈਨੇਡੀਅਨ ਸਿੱਖਾਂ ਵੱਲੋਂ ਭਾਰਤੀ ਅੰਬੈਸੀ ਮੂਹਰੇ ਰੋਸ ਪ੍ਰਦਰਸ਼ਨ (4, 1279, 563, 1357)
dilawar-body-text: ਨਵੀਂ ਦਿੱਲੀ 2 ਸਤੰਬਰ (ਮਨਪ੍ਰੀਤ ਸਿੰਘ) ਕੈਨੇਡਾ ਦੇ ਸਿੱਖਾਂ ਵੱਲੋਂ ਸ਼ਹੀਦ ਭਾਈ ਦਿਲਾਵਰ ਸਿੰਘ ਦੀ 30 ਵੀਂ ਬਰਸੀ ਮੌਕੇ ਭਾਰਤੀ ਅੰਬੈਸੀ ਮੂਹਰੇ ਭਾਰੀ ਵਿਰੋਧ ਪ੍ਰਦਰਸ਼ਨ ਕੀਤਾ ਗਿਆ। ਇਸ ਮੌਕੇ ਸਿੱਖ ਖਾਲਸਤਾਨੀ ਨਾਅਰੇ ਲਗਾਏ ਗਏ। (360, 1408, 563, 1487)
continued-link[interactable]: ਬਾਕੀ ਸਫ਼ਾ 7 'ਤੇ (1064, 898, 1140, 913)
gray-bar (121, 2128, 1391, 2149)
ad-top (968, 1010, 1498, 1118)
